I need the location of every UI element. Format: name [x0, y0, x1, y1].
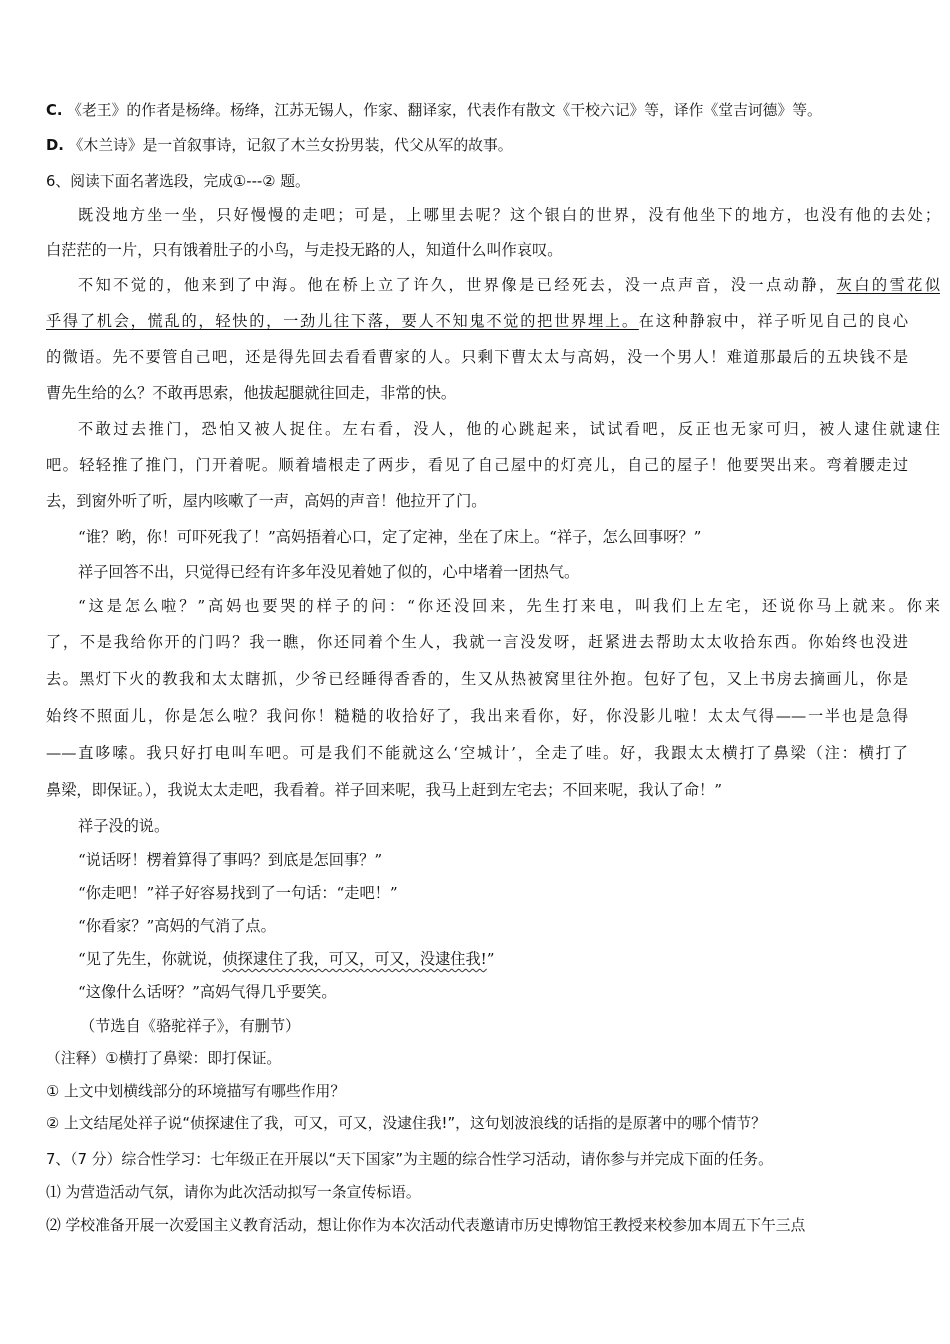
underlined-environment-description: 灰白的雪花似 [836, 276, 941, 294]
passage-p6-line: 去。黑灯下火的教我和太太瞎抓，少爷已经睡得香香的，生又从热被窝里往外抱。包好了包，又上书房去摘画儿，你是 [46, 670, 908, 688]
underlined-environment-description: 乎得了机会，慌乱的，轻快的，一劲儿往下落，要人不知鬼不觉的把世界埋上。 [46, 312, 639, 330]
passage-p6-line: 始终不照面儿，你是怎么啦？我问你！糙糙的收拾好了，我出来看你，好，你没影儿啦！太太气得——一半也是急得 [46, 707, 908, 725]
passage-p10: “你看家？”高妈的气消了点。 [78, 917, 276, 935]
passage-text: 在这种静寂中，祥子听见自己的良心 [638, 312, 909, 330]
option-c-label: C. [46, 102, 63, 119]
passage-p6-line: 了，不是我给你开的门吗？我一瞧，你还同着个生人，我就一言没发呀，赶紧进去帮助太太收拾东西。你始终也没进 [46, 633, 908, 651]
passage-p2-line [46, 311, 908, 331]
wavy-underlined-quote: 侦探逮住了我，可又，可又，没逮住我! [222, 950, 487, 968]
option-d-text: 《木兰诗》是一首叙事诗，记叙了木兰女扮男装，代父从军的故事。 [68, 137, 513, 154]
passage-p5: 祥子回答不出，只觉得已经有许多年没见着她了似的，心中堵着一团热气。 [78, 563, 580, 581]
passage-p12: “这像什么话呀？”高妈气得几乎要笑。 [78, 983, 337, 1001]
question-7-task-1: ⑴ 为营造活动气氛，请你为此次活动拟写一条宣传标语。 [46, 1184, 421, 1201]
passage-p2-line: 曹先生给的么？不敢再思索，他拔起腿就往回走，非常的快。 [46, 384, 457, 402]
passage-p1-line: 白茫茫的一片，只有饿着肚子的小鸟，与走投无路的人，知道什么叫作哀叹。 [46, 241, 563, 259]
passage-p6-line: ——直哆嗦。我只好打电叫车吧。可是我们不能就这么‘空城计’，全走了哇。好，我跟太太横打了鼻梁（注：横打了 [46, 744, 908, 762]
passage-p3-line: 吧。轻轻推了推门，门开着呢。顺着墙根走了两步，看见了自己屋中的灯亮儿，自己的屋子！他要哭出来。弯着腰走过 [46, 456, 908, 474]
passage-text: “见了先生，你就说， [78, 950, 223, 968]
annotation-note: （注释）①横打了鼻梁：即打保证。 [46, 1050, 282, 1067]
sub-question-2: ② 上文结尾处祥子说“侦探逮住了我，可又，可又，没逮住我!”，这句划波浪线的话指的是原著中的哪个情节？ [46, 1115, 766, 1132]
passage-p2-line: 的微语。先不要管自己吧，还是得先回去看看曹家的人。只剩下曹太太与高妈，没一个男人！难道那最后的五块钱不是 [46, 348, 908, 366]
option-d [46, 136, 908, 156]
passage-p1-line: 既没地方坐一坐，只好慢慢的走吧；可是，上哪里去呢？这个银白的世界，没有他坐下的地方，也没有他的去处； [78, 206, 940, 224]
passage-p8: “说话呀！楞着算得了事吗？到底是怎回事？” [78, 851, 383, 869]
option-d-label: D. [46, 137, 64, 154]
passage-p3-line: 不敢过去推门，恐怕又被人捉住。左右看，没人，他的心跳起来，试试看吧，反正也无家可归，被人逮住就逮住 [78, 420, 940, 438]
passage-p6-line: “这是怎么啦？”高妈也要哭的样子的问：“你还没回来，先生打来电，叫我们上左宅，还说你马上就来。你来 [78, 597, 940, 615]
passage-p2-line [78, 275, 940, 295]
passage-p7: 祥子没的说。 [78, 817, 170, 835]
passage-source: （节选自《骆驼祥子》，有删节） [80, 1017, 301, 1035]
question-7-task-2: ⑵ 学校准备开展一次爱国主义教育活动，想让你作为本次活动代表邀请市历史博物馆王教授来校参加本周五下午三点 [46, 1217, 806, 1234]
passage-text: 不知不觉的，他来到了中海。他在桥上立了许久，世界像是已经死去，没一点声音，没一点动静， [78, 276, 837, 294]
passage-p4: “谁？哟，你！可吓死我了！”高妈捂着心口，定了定神，坐在了床上。“祥子，怎么回事呀？” [78, 528, 702, 546]
passage-p9: “你走吧！”祥子好容易找到了一句话：“走吧！” [78, 884, 398, 902]
passage-p6-line: 鼻梁，即保证。），我说太太走吧，我看着。祥子回来呢，我马上赶到左宅去；不回来呢，我认了命！” [46, 781, 723, 799]
option-c-text: 《老王》的作者是杨绛。杨绛，江苏无锡人，作家、翻译家，代表作有散文《干校六记》等，译作《堂吉诃德》等。 [67, 102, 822, 119]
passage-p3-line: 去，到窗外听了听，屋内咳嗽了一声，高妈的声音！他拉开了门。 [46, 492, 487, 510]
question-6-header: 6、阅读下面名著选段，完成①---② 题。 [46, 173, 310, 190]
question-7-header: 7、（7 分）综合性学习：七年级正在开展以“天下国家”为主题的综合性学习活动，请你参与并完成下面的任务。 [46, 1151, 773, 1168]
sub-question-1: ① 上文中划横线部分的环境描写有哪些作用？ [46, 1083, 346, 1100]
option-c [46, 101, 908, 121]
passage-text: ” [486, 950, 495, 968]
passage-p11 [78, 949, 940, 969]
